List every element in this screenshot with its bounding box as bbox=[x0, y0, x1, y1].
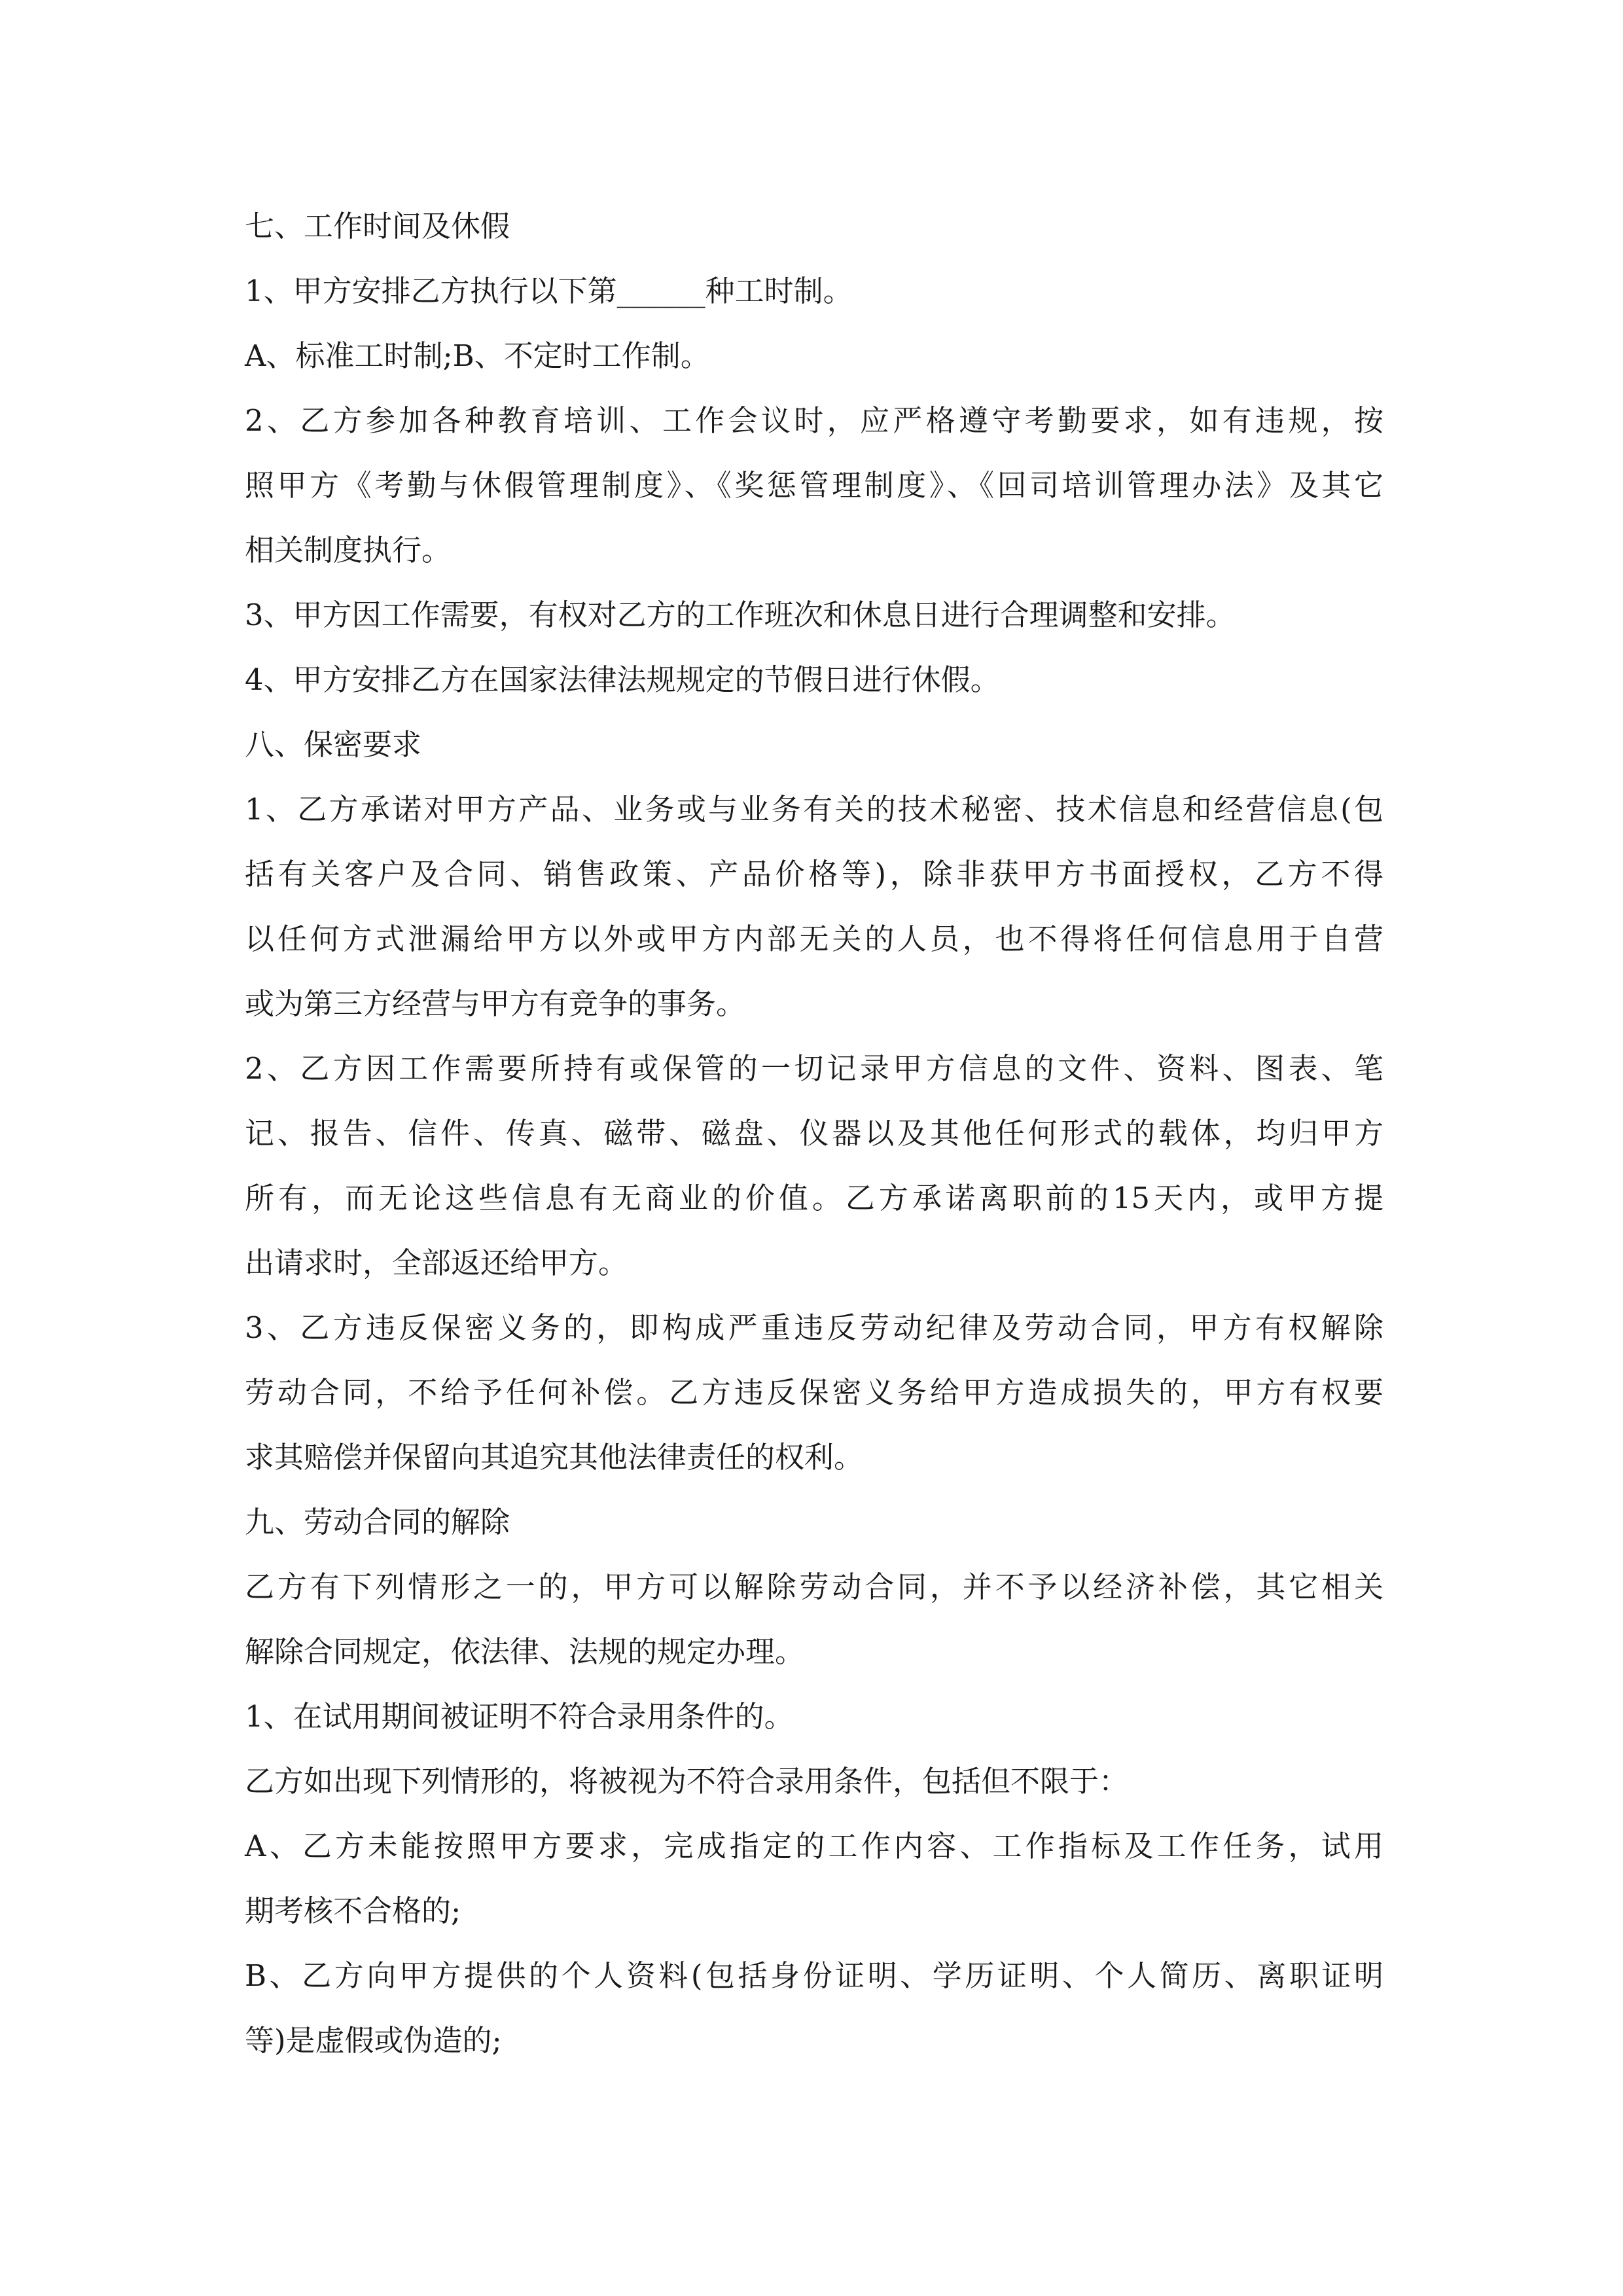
text-line: 记、报告、信件、传真、磁带、磁盘、仪器以及其他任何形式的载体，均归甲方 bbox=[245, 1116, 1383, 1151]
text-line: 等)是虚假或伪造的; bbox=[245, 2023, 502, 2058]
text-line: 劳动合同，不给予任何补偿。乙方违反保密义务给甲方造成损失的，甲方有权要 bbox=[245, 1375, 1383, 1410]
text-line: 照甲方《考勤与休假管理制度》、《奖惩管理制度》、《回司培训管理办法》及其它 bbox=[245, 468, 1383, 503]
text-line: 以任何方式泄漏给甲方以外或甲方内部无关的人员，也不得将任何信息用于自营 bbox=[245, 922, 1383, 956]
text-line: 期考核不合格的; bbox=[245, 1893, 461, 1928]
text-line: 乙方有下列情形之一的，甲方可以解除劳动合同，并不予以经济补偿，其它相关 bbox=[245, 1570, 1383, 1604]
text-line: 3、甲方因工作需要，有权对乙方的工作班次和休息日进行合理调整和安排。 bbox=[245, 598, 1236, 632]
text-line: 3、乙方违反保密义务的，即构成严重违反劳动纪律及劳动合同，甲方有权解除 bbox=[245, 1310, 1383, 1345]
text-line: 相关制度执行。 bbox=[245, 533, 452, 567]
text-line: 所有，而无论这些信息有无商业的价值。乙方承诺离职前的15天内，或甲方提 bbox=[245, 1181, 1383, 1215]
section-heading-9: 九、劳动合同的解除 bbox=[245, 1505, 510, 1539]
section-heading-7: 七、工作时间及休假 bbox=[245, 209, 510, 243]
text-line: 或为第三方经营与甲方有竞争的事务。 bbox=[245, 986, 746, 1021]
text-line: 2、乙方因工作需要所持有或保管的一切记录甲方信息的文件、资料、图表、笔 bbox=[245, 1051, 1383, 1086]
text-line: 求其赔偿并保留向其追究其他法律责任的权利。 bbox=[245, 1440, 864, 1475]
text-line: A、标准工时制;B、不定时工作制。 bbox=[245, 338, 710, 373]
section-heading-8: 八、保密要求 bbox=[245, 727, 422, 762]
document-body bbox=[245, 194, 1383, 2073]
text-line: 4、甲方安排乙方在国家法律法规规定的节假日进行休假。 bbox=[245, 662, 1000, 697]
text-line: 2、乙方参加各种教育培训、工作会议时，应严格遵守考勤要求，如有违规，按 bbox=[245, 403, 1383, 438]
text-line: 乙方如出现下列情形的，将被视为不符合录用条件，包括但不限于： bbox=[245, 1764, 1129, 1799]
text-line: 1、乙方承诺对甲方产品、业务或与业务有关的技术秘密、技术信息和经营信息(包 bbox=[245, 792, 1383, 827]
text-line: 1、甲方安排乙方执行以下第______种工时制。 bbox=[245, 274, 853, 308]
text-line: 1、在试用期间被证明不符合录用条件的。 bbox=[245, 1699, 794, 1734]
text-line: B、乙方向甲方提供的个人资料(包括身份证明、学历证明、个人简历、离职证明 bbox=[245, 1958, 1383, 1993]
text-line: 出请求时，全部返还给甲方。 bbox=[245, 1246, 628, 1280]
text-line: 括有关客户及合同、销售政策、产品价格等)，除非获甲方书面授权，乙方不得 bbox=[245, 857, 1383, 891]
text-line: 解除合同规定，依法律、法规的规定办理。 bbox=[245, 1634, 805, 1669]
text-line: A、乙方未能按照甲方要求，完成指定的工作内容、工作指标及工作任务，试用 bbox=[245, 1829, 1383, 1863]
